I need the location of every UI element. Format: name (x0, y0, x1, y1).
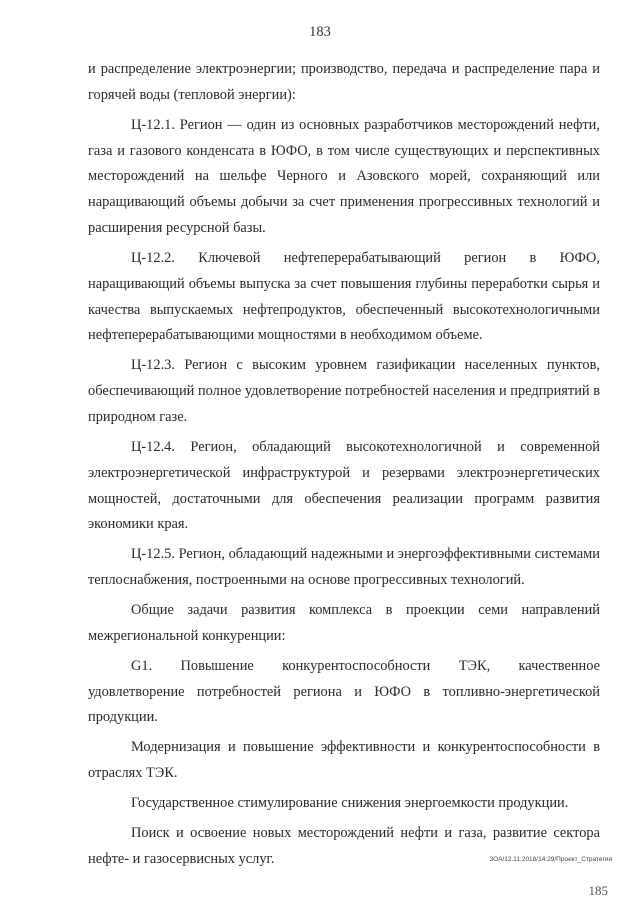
paragraph-goal-12-3: Ц-12.3. Регион с высоким уровнем газификации населенных пунктов, обеспечивающий полное удовлетворение потребностей населения и предприятий в природном газе. (88, 357, 600, 425)
paragraph-task-g1: G1. Повышение конкурентоспособности ТЭК, качественное удовлетворение потребностей региона и ЮФО в топливно-энергетической продукции. (88, 657, 600, 726)
paragraph-modernization: Модернизация и повышение эффективности и конкурентоспособности в отраслях ТЭК. (88, 739, 600, 782)
paragraph-state-stimulation: Государственное стимулирование снижения энергоемкости продукции. (131, 795, 569, 812)
paragraph: и распределение электроэнергии; производство, передача и распределение пара и горячей воды (тепловой энергии): (88, 61, 600, 103)
paragraph-goal-12-1: Ц-12.1. Регион — один из основных разработчиков месторождений нефти, газа и газового конденсата в ЮФО, в том числе существующих и перспективных месторождений на шельфе Черного и Азовского морей, сохраняющий или наращивающий объемы добычи за счет применения прогрессивных технологий и расширения ресурсной базы. (88, 116, 600, 236)
page-number: 183 (309, 24, 331, 40)
footer-stamp: ЗОА/12.11.2018/14:29/Проект_Стратегия (489, 856, 612, 863)
document-body (88, 57, 600, 877)
paragraph-exploration: Поиск и освоение новых месторождений нефти и газа, развитие сектора нефте- и газосервисных услуг. (88, 825, 600, 867)
paragraph-goal-12-5: Ц-12.5. Регион, обладающий надежными и энергоэффективными системами теплоснабжения, построенными на основе прогрессивных технологий. (88, 546, 600, 589)
paragraph-general-tasks: Общие задачи развития комплекса в проекции семи направлений межрегиональной конкуренции: (88, 602, 600, 644)
paragraph-goal-12-2: Ц-12.2. Ключевой нефтеперерабатывающий регион в ЮФО, наращивающий объемы выпуска за счет повышения глубины переработки сырья и качества выпускаемых нефтепродуктов, обеспеченный высокотехнологичными нефтеперерабатывающими мощностями в необходимом объеме. (88, 249, 600, 344)
corner-page-number: 185 (588, 883, 608, 898)
paragraph-goal-12-4: Ц-12.4. Регион, обладающий высокотехнологичной и современной электроэнергетической инфраструктурой и резервами электроэнергетических мощностей, достаточными для обеспечения реализации программ развития экономики края. (88, 438, 600, 533)
